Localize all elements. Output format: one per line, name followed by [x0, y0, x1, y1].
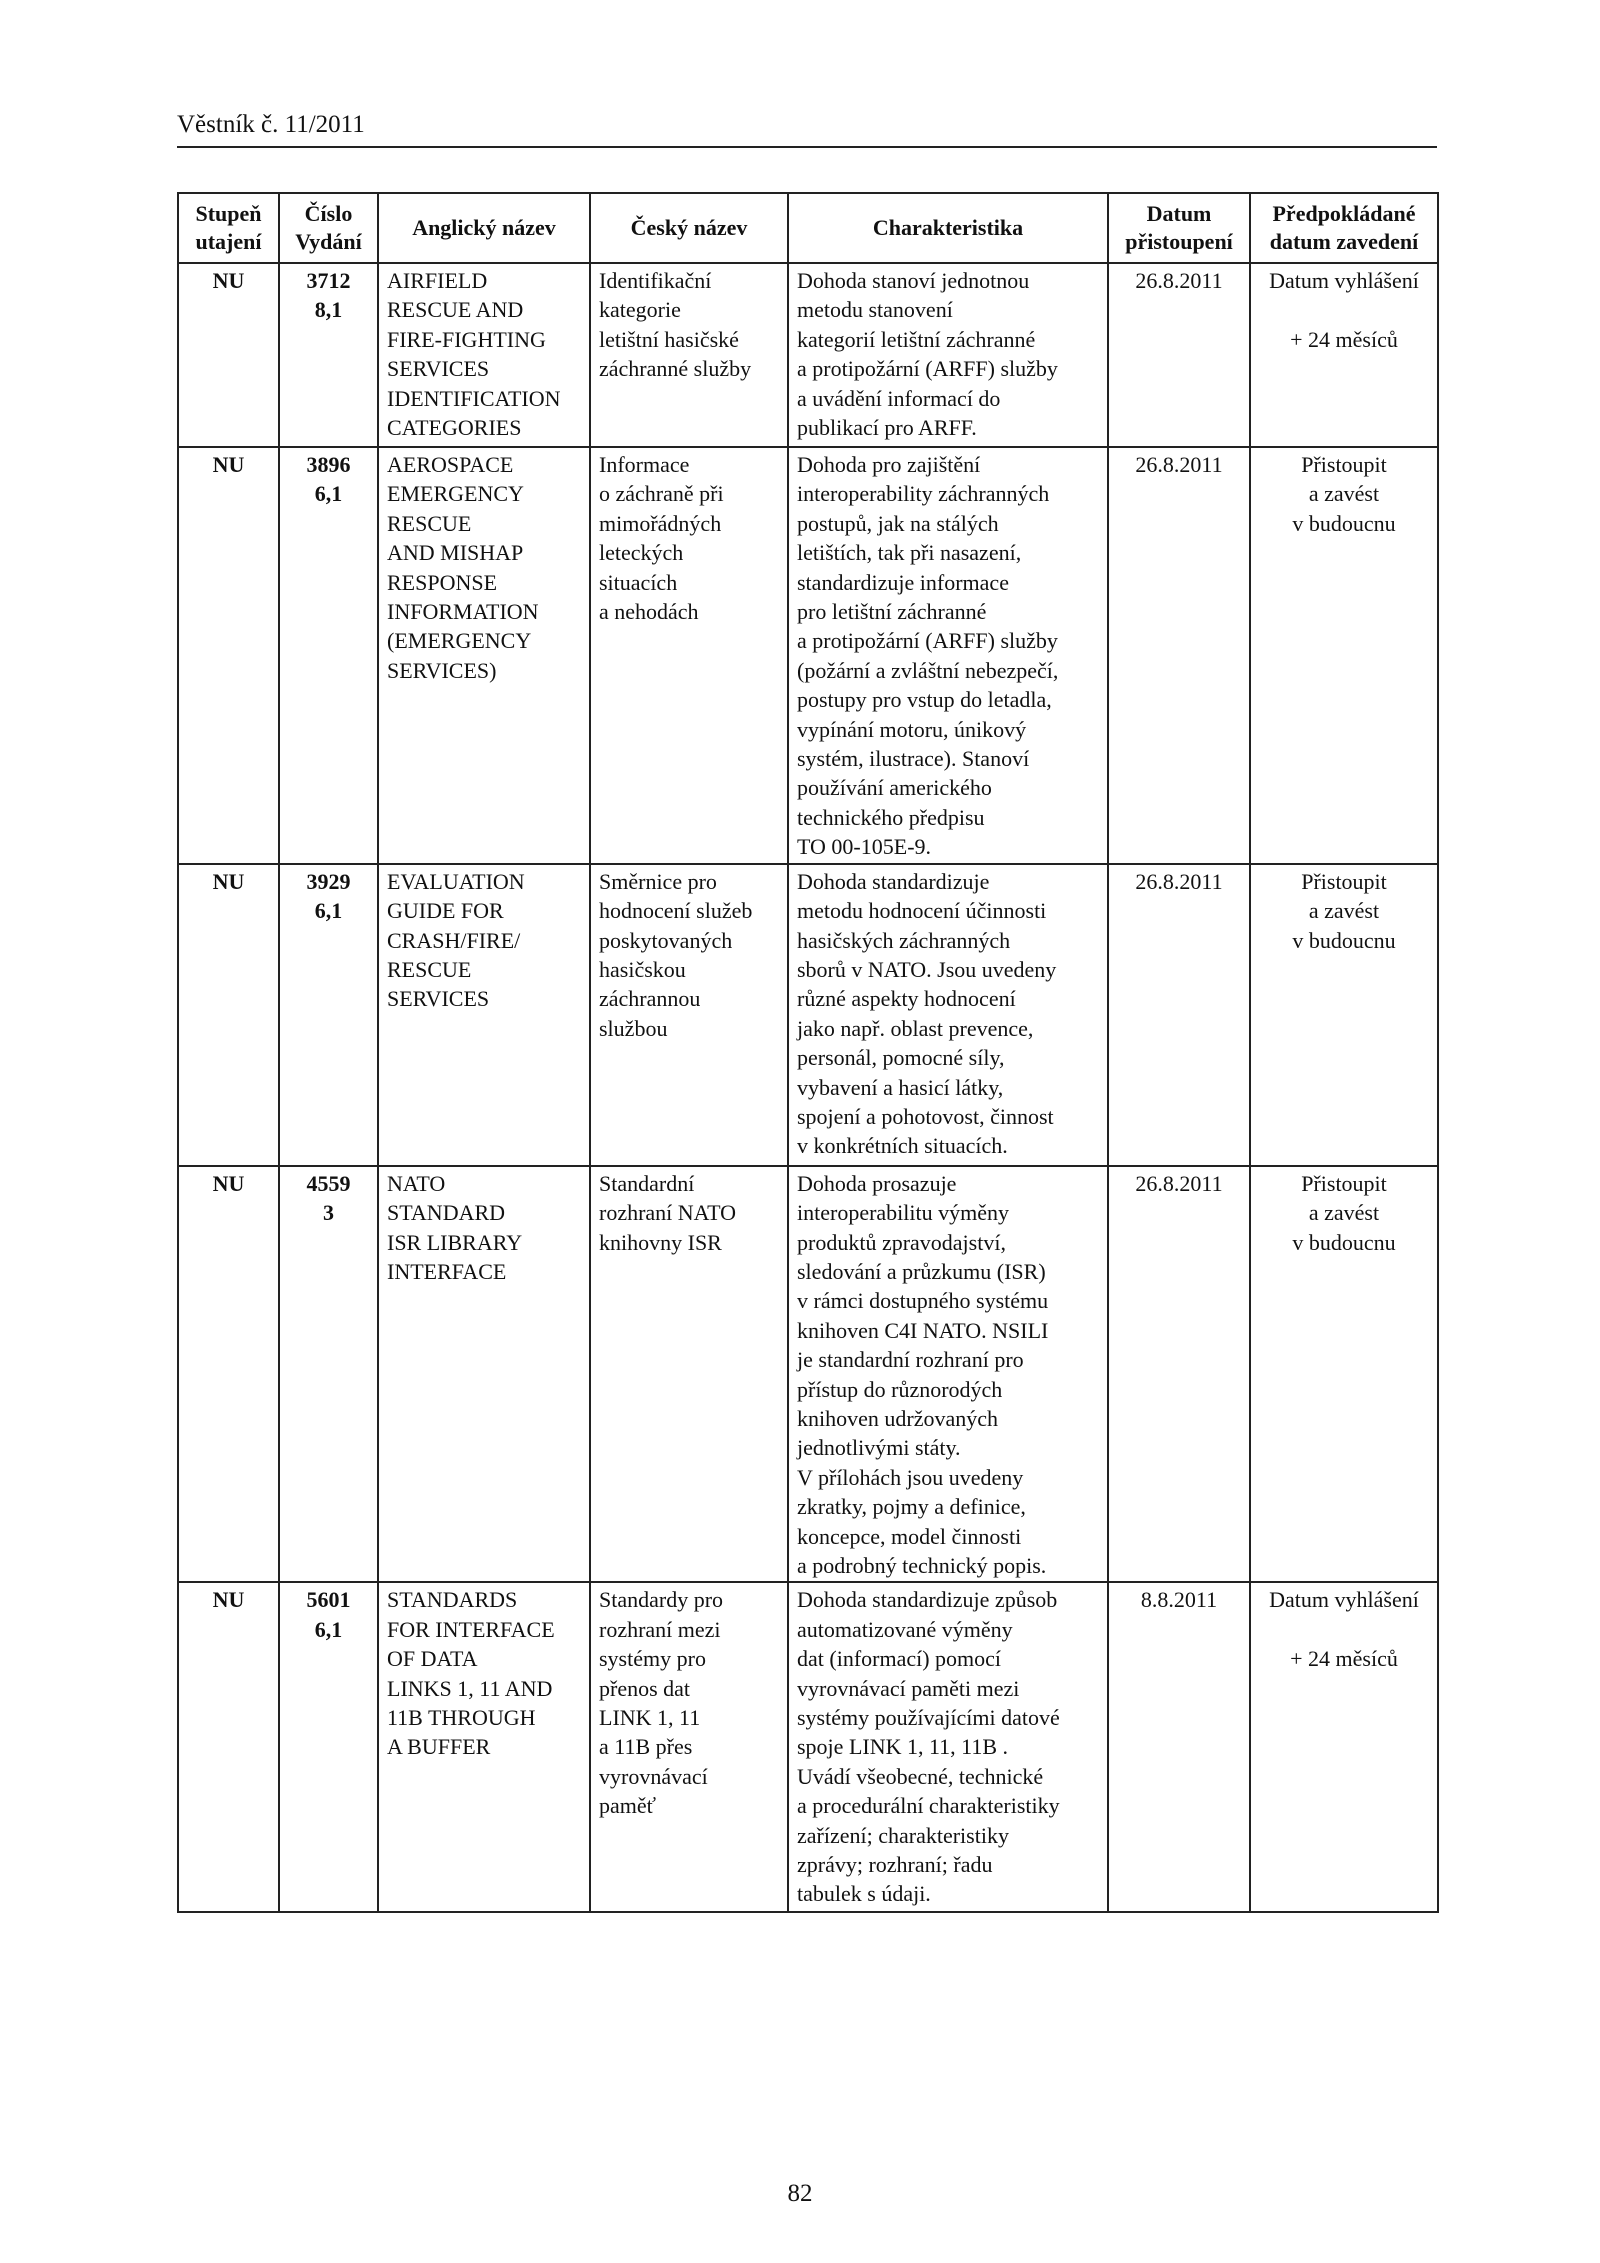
cell-stupen: NU	[178, 447, 279, 864]
table-header-row	[178, 193, 1438, 263]
cell-datum: 8.8.2011	[1108, 1582, 1250, 1912]
cell-charakteristika: Dohoda pro zajištění interoperability záchranných postupů, jak na stálých letištích, tak při nasazení, standardizuje informace pro letištní záchranné a protipožární (ARFF) služby (požární a zvláštní nebezpečí, postupy pro vstup do letadla, vypínání motoru, únikový systém, ilustrace). Stanoví používání amerického technického předpisu TO 00-105E-9.	[788, 447, 1108, 864]
cell-cesky: Standardní rozhraní NATO knihovny ISR	[590, 1166, 788, 1583]
cell-cislo: 4559 3	[279, 1166, 378, 1583]
table-row	[178, 1166, 1438, 1583]
table-row	[178, 263, 1438, 447]
cell-charakteristika: Dohoda standardizuje způsob automatizované výměny dat (informací) pomocí vyrovnávací paměti mezi systémy používajícími datové spoje LINK 1, 11, 11B . Uvádí všeobecné, technické a procedurální charakteristiky zařízení; charakteristiky zprávy; rozhraní; řadu tabulek s údaji.	[788, 1582, 1108, 1912]
header-cislo: Číslo Vydání	[279, 193, 378, 263]
cell-cesky: Směrnice pro hodnocení služeb poskytovaných hasičskou záchrannou službou	[590, 864, 788, 1166]
cell-cislo: 3712 8,1	[279, 263, 378, 447]
cell-datum: 26.8.2011	[1108, 1166, 1250, 1583]
table-row	[178, 447, 1438, 864]
stanag-table	[177, 192, 1439, 1913]
cell-cislo: 5601 6,1	[279, 1582, 378, 1912]
table-row	[178, 864, 1438, 1166]
cell-stupen: NU	[178, 263, 279, 447]
page-number: 82	[787, 2180, 813, 2207]
header-predpokladane: Předpokládané datum zavedení	[1250, 193, 1438, 263]
cell-anglicky: AIRFIELD RESCUE AND FIRE-FIGHTING SERVICES IDENTIFICATION CATEGORIES	[378, 263, 590, 447]
cell-anglicky: AEROSPACE EMERGENCY RESCUE AND MISHAP RESPONSE INFORMATION (EMERGENCY SERVICES)	[378, 447, 590, 864]
header-anglicky: Anglický název	[378, 193, 590, 263]
header-cesky: Český název	[590, 193, 788, 263]
header-datum: Datum přistoupení	[1108, 193, 1250, 263]
journal-title: Věstník č. 11/2011	[177, 111, 365, 138]
cell-anglicky: EVALUATION GUIDE FOR CRASH/FIRE/ RESCUE SERVICES	[378, 864, 590, 1166]
cell-charakteristika: Dohoda standardizuje metodu hodnocení účinnosti hasičských záchranných sborů v NATO. Jsou uvedeny různé aspekty hodnocení jako např. oblast prevence, personál, pomocné síly, vybavení a hasicí látky, spojení a pohotovost, činnost v konkrétních situacích.	[788, 864, 1108, 1166]
header-stupen: Stupeň utajení	[178, 193, 279, 263]
cell-predpokladane: Datum vyhlášení + 24 měsíců	[1250, 263, 1438, 447]
cell-anglicky: STANDARDS FOR INTERFACE OF DATA LINKS 1, 11 AND 11B THROUGH A BUFFER	[378, 1582, 590, 1912]
cell-cesky: Standardy pro rozhraní mezi systémy pro přenos dat LINK 1, 11 a 11B přes vyrovnávací paměť	[590, 1582, 788, 1912]
cell-datum: 26.8.2011	[1108, 263, 1250, 447]
cell-charakteristika: Dohoda prosazuje interoperabilitu výměny produktů zpravodajství, sledování a průzkumu (ISR) v rámci dostupného systému knihoven C4I NATO. NSILI je standardní rozhraní pro přístup do různorodých knihoven udržovaných jednotlivými státy. V přílohách jsou uvedeny zkratky, pojmy a definice, koncepce, model činnosti a podrobný technický popis.	[788, 1166, 1108, 1583]
table-row	[178, 1582, 1438, 1912]
cell-predpokladane: Datum vyhlášení + 24 měsíců	[1250, 1582, 1438, 1912]
cell-cislo: 3896 6,1	[279, 447, 378, 864]
cell-datum: 26.8.2011	[1108, 864, 1250, 1166]
cell-predpokladane: Přistoupit a zavést v budoucnu	[1250, 864, 1438, 1166]
cell-stupen: NU	[178, 1166, 279, 1583]
cell-cesky: Informace o záchraně při mimořádných leteckých situacích a nehodách	[590, 447, 788, 864]
cell-cesky: Identifikační kategorie letištní hasičské záchranné služby	[590, 263, 788, 447]
cell-stupen: NU	[178, 864, 279, 1166]
cell-predpokladane: Přistoupit a zavést v budoucnu	[1250, 447, 1438, 864]
cell-datum: 26.8.2011	[1108, 447, 1250, 864]
header-charakteristika: Charakteristika	[788, 193, 1108, 263]
cell-anglicky: NATO STANDARD ISR LIBRARY INTERFACE	[378, 1166, 590, 1583]
header-rule	[177, 146, 1437, 148]
cell-cislo: 3929 6,1	[279, 864, 378, 1166]
cell-charakteristika: Dohoda stanoví jednotnou metodu stanovení kategorií letištní záchranné a protipožární (ARFF) služby a uvádění informací do publikací pro ARFF.	[788, 263, 1108, 447]
cell-stupen: NU	[178, 1582, 279, 1912]
cell-predpokladane: Přistoupit a zavést v budoucnu	[1250, 1166, 1438, 1583]
